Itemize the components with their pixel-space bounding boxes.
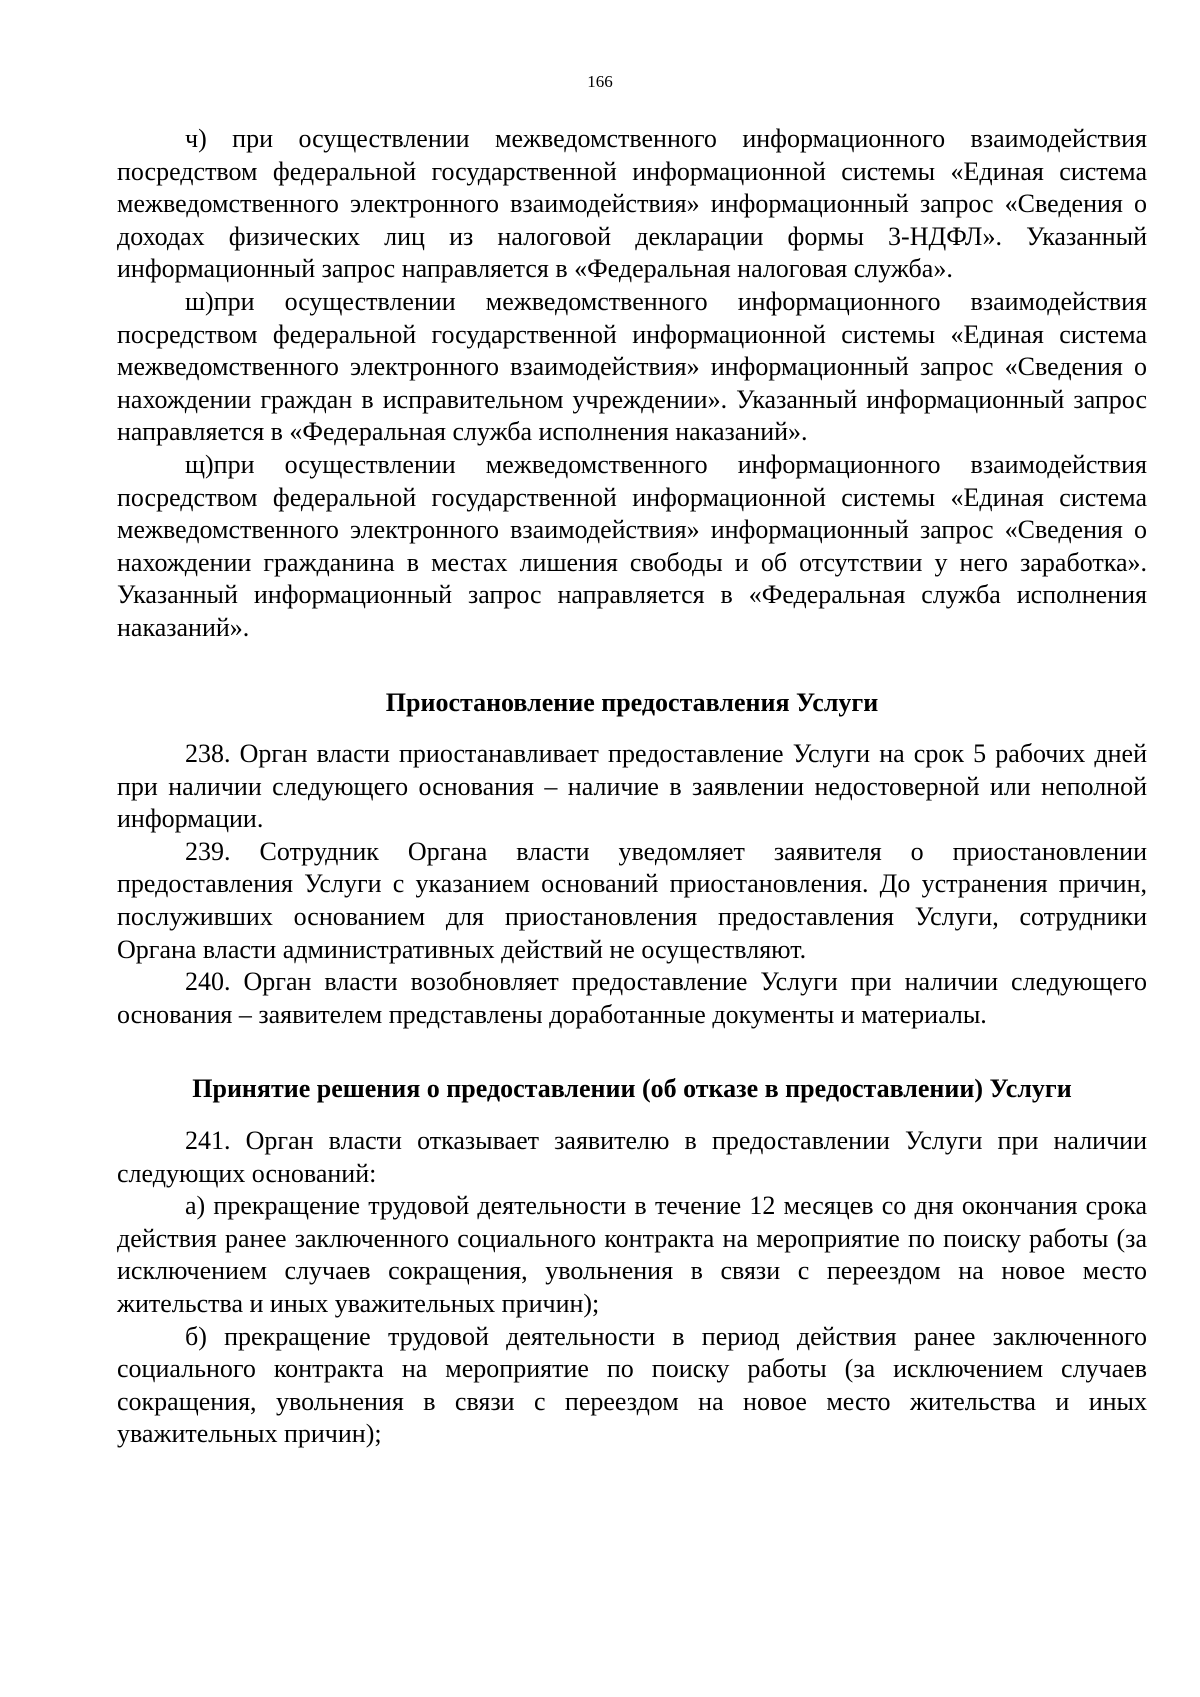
section-heading-suspension: Приостановление предоставления Услуги <box>385 687 879 717</box>
paragraph-240: 240. Орган власти возобновляет предоставление Услуги при наличии следующего основания – заявителем представлены доработанные документы и материалы. <box>117 967 1147 1029</box>
document-body <box>117 123 1147 1451</box>
paragraph-sh: ш)при осуществлении межведомственного информационного взаимодействия посредством федеральной государственной информационной системы «Единая система межведомственного электронного взаимодействия» информационный запрос «Сведения о нахождении граждан в исправительном учреждении». Указанный информационный запрос направляется в «Федеральная служба исполнения наказаний». <box>117 286 1147 447</box>
paragraph-shch: щ)при осуществлении межведомственного информационного взаимодействия посредством федеральной государственной информационной системы «Единая система межведомственного электронного взаимодействия» информационный запрос «Сведения о нахождении гражданина в местах лишения свободы и об отсутствии у него заработка». Указанный информационный запрос направляется в «Федеральная служба исполнения наказаний». <box>117 449 1147 642</box>
paragraph-241-a: а) прекращение трудовой деятельности в течение 12 месяцев со дня окончания срока действия ранее заключенного социального контракта на мероприятие по поиску работы (за исключением случаев сокращения, увольнения в связи с переездом на новое место жительства и иных уважительных причин); <box>117 1191 1147 1318</box>
section-heading-decision: Принятие решения о предоставлении (об отказе в предоставлении) Услуги <box>192 1074 1072 1104</box>
paragraph-241-b: б) прекращение трудовой деятельности в период действия ранее заключенного социального контракта на мероприятие по поиску работы (за исключением случаев сокращения, увольнения в связи с переездом на новое место жительства и иных уважительных причин); <box>117 1321 1147 1449</box>
paragraph-238: 238. Орган власти приостанавливает предоставление Услуги на срок 5 рабочих дней при наличии следующего основания – наличие в заявлении недостоверной или неполной информации. <box>117 739 1147 834</box>
page-number: 166 <box>587 72 613 91</box>
paragraph-ch: ч) при осуществлении межведомственного информационного взаимодействия посредством федеральной государственной информационной системы «Единая система межведомственного электронного взаимодействия» информационный запрос «Сведения о доходах физических лиц из налоговой декларации формы 3-НДФЛ». Указанный информационный запрос направляется в «Федеральная налоговая служба». <box>117 124 1147 284</box>
paragraph-239: 239. Сотрудник Органа власти уведомляет заявителя о приостановлении предоставления Услуги с указанием оснований приостановления. До устранения причин, послуживших основанием для приостановления предоставления Услуги, сотрудники Органа власти административных действий не осуществляют. <box>117 836 1147 964</box>
paragraph-241: 241. Орган власти отказывает заявителю в предоставлении Услуги при наличии следующих оснований: <box>117 1126 1147 1188</box>
